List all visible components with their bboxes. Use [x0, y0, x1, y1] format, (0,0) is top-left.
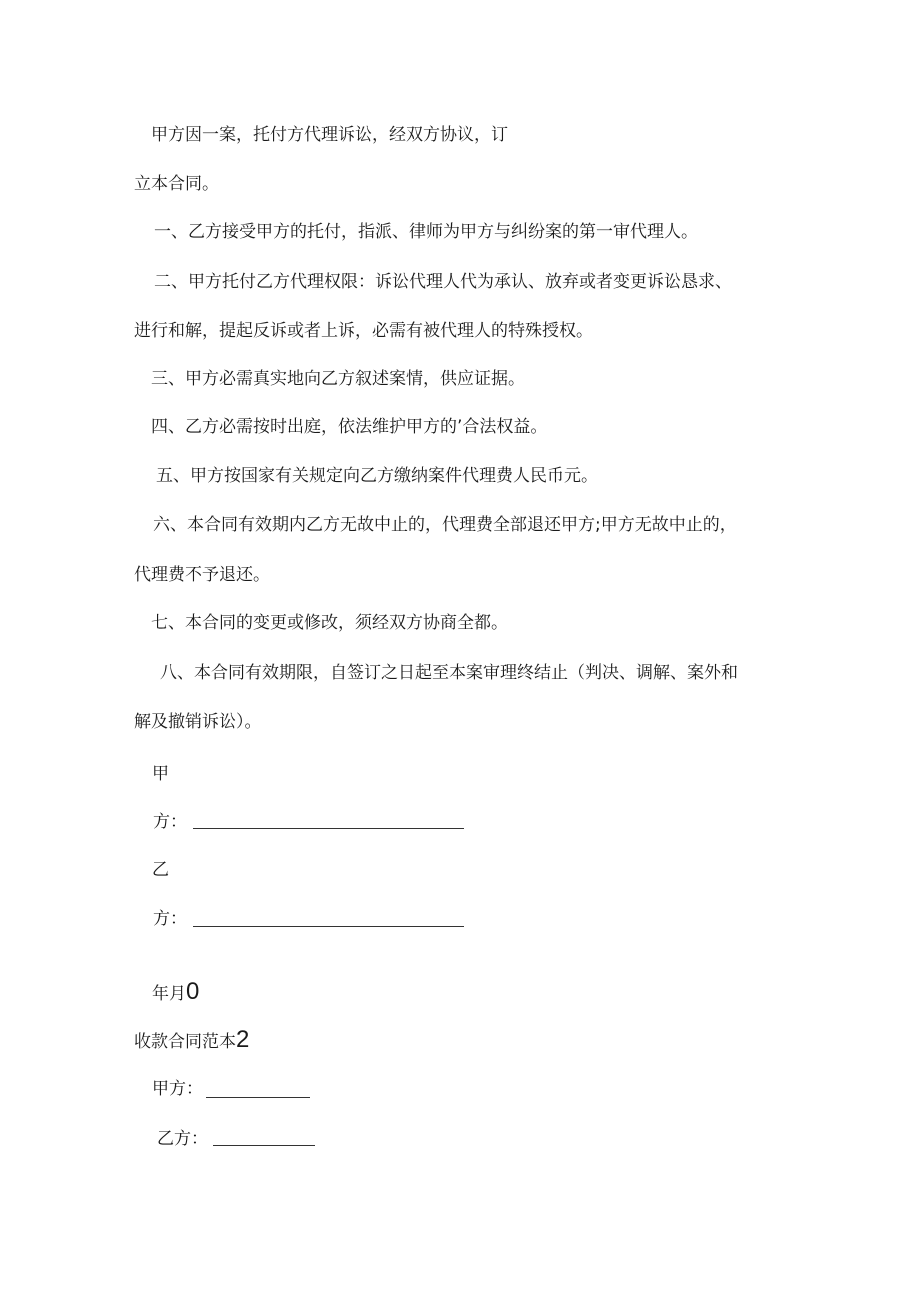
clause-8-line-2: 解及撤销诉讼）。 [134, 712, 262, 732]
date-label: 年月 [152, 984, 186, 1004]
clause-5: 五、甲方按国家有关规定向乙方缴纳案件代理费人民币元。 [156, 466, 598, 486]
clause-6-line-2: 代理费不予退还。 [134, 565, 270, 585]
party-b-char-1: 乙 [152, 860, 169, 880]
party-a-char-2: 方： [153, 812, 187, 832]
party-a-char-1: 甲 [152, 764, 169, 784]
contract-2-party-b-line [213, 1145, 315, 1146]
intro-line-2: 立本合同。 [134, 174, 219, 194]
contract-2-party-b-label: 乙方： [157, 1129, 208, 1149]
clause-7: 七、本合同的变更或修改，须经双方协商全都。 [151, 613, 508, 633]
contract-2-party-a-line [206, 1097, 310, 1098]
contract-2-title-number: 2 [236, 1026, 250, 1053]
party-b-char-2: 方： [153, 909, 187, 929]
clause-6-line-1: 六、本合同有效期内乙方无故中止的，代理费全部退还甲方;甲方无故中止的， [153, 515, 737, 535]
contract-2-title [134, 1026, 250, 1053]
clause-8-line-1: 八、本合同有效期限，自签订之日起至本案审理终结止（判决、调解、案外和 [160, 663, 738, 683]
clause-3: 三、甲方必需真实地向乙方叙述案情，供应证据。 [151, 369, 525, 389]
contract-2-party-a-label: 甲方： [152, 1079, 203, 1099]
clause-4: 四、乙方必需按时出庭，依法维护甲方的’合法权益。 [151, 417, 548, 437]
clause-2-line-2: 进行和解，提起反诉或者上诉，必需有被代理人的特殊授权。 [134, 321, 593, 341]
clause-2-line-1: 二、甲方托付乙方代理权限：诉讼代理人代为承认、放弃或者变更诉讼恳求、 [154, 272, 732, 292]
party-b-signature-line [193, 926, 464, 927]
contract-2-title-text: 收款合同范本 [134, 1032, 236, 1052]
clause-1: 一、乙方接受甲方的托付，指派、律师为甲方与纠纷案的第一审代理人。 [154, 222, 698, 242]
date-line [152, 978, 200, 1005]
intro-line-1: 甲方因一案，托付方代理诉讼，经双方协议，订 [151, 125, 508, 145]
party-a-signature-line [193, 828, 464, 829]
date-digit: 0 [186, 978, 200, 1005]
